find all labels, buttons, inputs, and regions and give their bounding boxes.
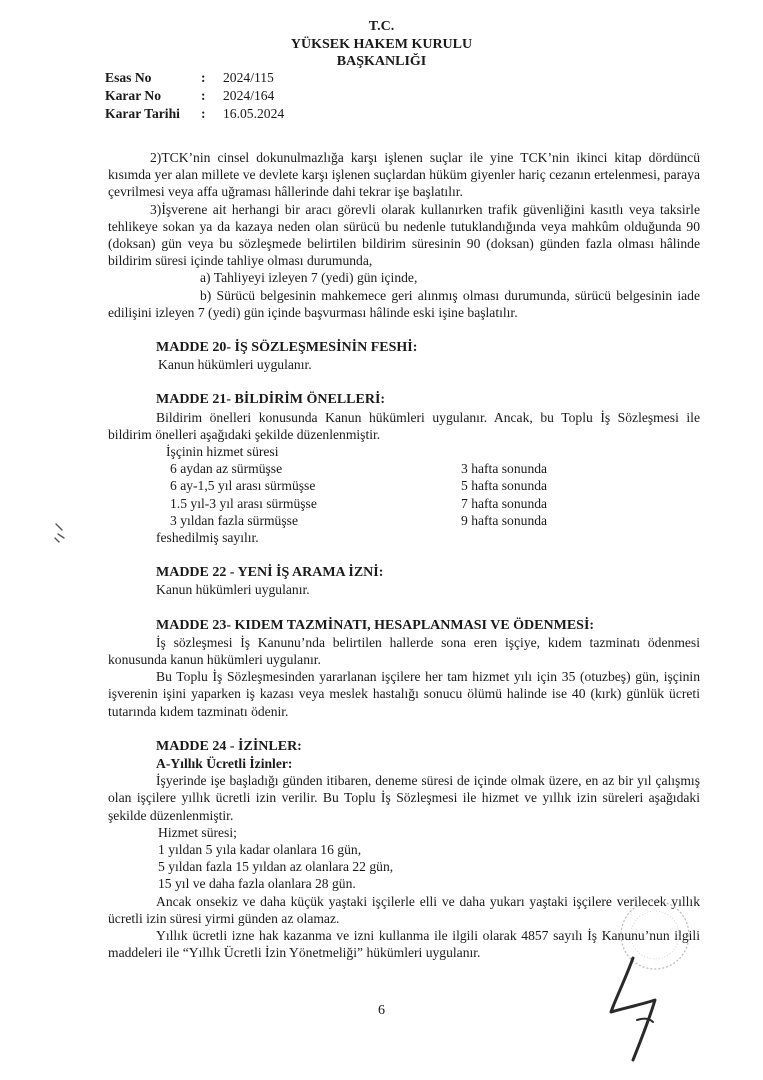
paragraph: 3)İşverene ait herhangi bir aracı görevli olarak kullanırken trafik güvenliğini kasıtlı veya taksirle tehlikeye sokan ya da kazaya neden olan sürücü bu nedenle tutuklandığında veya mahkûm olduğunda 90 (doksan) gün veya bu sözleşmede belirtilen bildirim süresinin 90 (doksan) günden fazla olması hâlinde bildirim süresi içinde tahliye olması durumunda, xyxy=(108,201,700,269)
meta-sep: : xyxy=(201,88,206,103)
notice-table xyxy=(108,460,700,529)
list-item: 1 yıldan 5 yıla kadar olanlara 16 gün, xyxy=(158,842,362,858)
section-title-m22: MADDE 22 - YENİ İŞ ARAMA İZNİ: xyxy=(156,565,384,581)
paragraph: 2)TCK’nin cinsel dokunulmazlığa karşı işlenen suçlar ile yine TCK’nin ikinci kitap dördüncü kısımda yer alan millete ve devlete karşı işlenen suçlardan hüküm giyenler hariç cezanın ertelenmesi, paraya çevrilmesi veya affa uğraması hâllerinde dahi tekrar işe başlatılır. xyxy=(108,150,700,200)
paragraph: b) Sürücü belgesinin mahkemece geri alınmış olması durumunda, sürücü belgesinin iade edilişini izleyen 7 (yedi) gün içinde başvurması hâlinde eski işine başlatılır. xyxy=(108,287,700,320)
header-institution: YÜKSEK HAKEM KURULU xyxy=(290,37,473,52)
meta-sep: : xyxy=(201,106,206,121)
meta-row-esas xyxy=(105,69,284,87)
list-header: Hizmet süresi; xyxy=(158,824,237,840)
paragraph: İşyerinde işe başladığı günden itibaren, deneme süresi de içinde olmak üzere, en az bir yıl çalışmış olan işçilere yıllık ücretli izin verilir. Bu Toplu İş Sözleşmesi ile hizmet ve yıllık izin süreleri aşağıdaki şekilde düzenlenmiştir. xyxy=(108,773,700,823)
section-title-m24: MADDE 24 - İZİNLER: xyxy=(156,738,302,754)
list-item: 5 yıldan fazla 15 yıldan az olanlara 22 gün, xyxy=(158,859,394,875)
paragraph: Yıllık ücretli izne hak kazanma ve izni kullanma ile ilgili olarak 4857 sayılı İş Kanunu’nun ilgili maddeleri ile “Yıllık Ücretli İzin Yönetmeliği” hükümleri uygulanır. xyxy=(108,928,700,961)
header-tc: T.C. xyxy=(368,19,395,34)
subsection-title: A-Yıllık Ücretli İzinler: xyxy=(156,756,293,772)
paragraph: İş sözleşmesi İş Kanunu’nda belirtilen hallerde sona eren işçiye, kıdem tazminatı ödenmesi konusunda kanun hükümleri uygulanır. xyxy=(108,634,700,668)
meta-row-tarih xyxy=(105,105,284,123)
section-title-m20: MADDE 20- İŞ SÖZLEŞMESİNİN FESHİ: xyxy=(156,340,418,356)
signature-icon xyxy=(585,900,695,1070)
meta-value: 16.05.2024 xyxy=(223,106,285,121)
list-item: 15 yıl ve daha fazla olanlara 28 gün. xyxy=(158,876,356,892)
meta-key: Karar No xyxy=(105,88,162,103)
meta-sep: : xyxy=(201,70,206,85)
meta-value: 2024/164 xyxy=(223,88,275,103)
table-row: 3 yıldan fazla sürmüşse 9 hafta sonunda xyxy=(170,512,548,528)
paragraph: Kanun hükümleri uygulanır. xyxy=(158,357,312,373)
section-title-m23: MADDE 23- KIDEM TAZMİNATI, HESAPLANMASI VE ÖDENMESİ: xyxy=(156,617,595,633)
paragraph: Bu Toplu İş Sözleşmesinden yararlanan işçilere her tam hizmet yılı için 35 (otuzbeş) gün, işçinin işverenin işini yaparken iş kazası veya meslek hastalığı sonucu ölümü halinde ise 40 (kırk) günlük ücreti tutarında kıdem tazminatı ödenir. xyxy=(108,669,700,719)
paragraph: feshedilmiş sayılır. xyxy=(156,530,259,545)
meta-key: Karar Tarihi xyxy=(105,106,180,121)
page-number: 6 xyxy=(378,1003,385,1018)
paragraph: Ancak onsekiz ve daha küçük yaştaki işçilerle elli ve daha yukarı yaştaki işçilere verilecek yıllık ücretli izin süresi yirmi günden az olamaz. xyxy=(108,893,700,926)
meta-value: 2024/115 xyxy=(223,70,274,85)
table-header: İşçinin hizmet süresi xyxy=(166,444,279,460)
scan-mark-icon xyxy=(52,520,70,544)
paragraph: Kanun hükümleri uygulanır. xyxy=(156,582,310,598)
case-metadata xyxy=(105,69,284,123)
list-item: a) Tahliyeyi izleyen 7 (yedi) gün içinde, xyxy=(200,270,418,286)
table-row: 1.5 yıl-3 yıl arası sürmüşse 7 hafta sonunda xyxy=(170,495,548,511)
section-title-m21: MADDE 21- BİLDİRİM ÖNELLERİ: xyxy=(156,392,386,408)
paragraph: Bildirim önelleri konusunda Kanun hükümleri uygulanır. Ancak, bu Toplu İş Sözleşmesi ile bildirim önelleri aşağıdaki şekilde düzenlenmiştir. xyxy=(108,409,700,442)
header-department: BAŞKANLIĞI xyxy=(336,54,427,69)
table-row: 6 aydan az sürmüşse 3 hafta sonunda xyxy=(170,461,548,477)
meta-key: Esas No xyxy=(105,70,152,85)
table-row: 6 ay-1,5 yıl arası sürmüşse 5 hafta sonunda xyxy=(170,478,548,494)
document-body xyxy=(108,149,700,961)
meta-row-karar xyxy=(105,87,284,105)
